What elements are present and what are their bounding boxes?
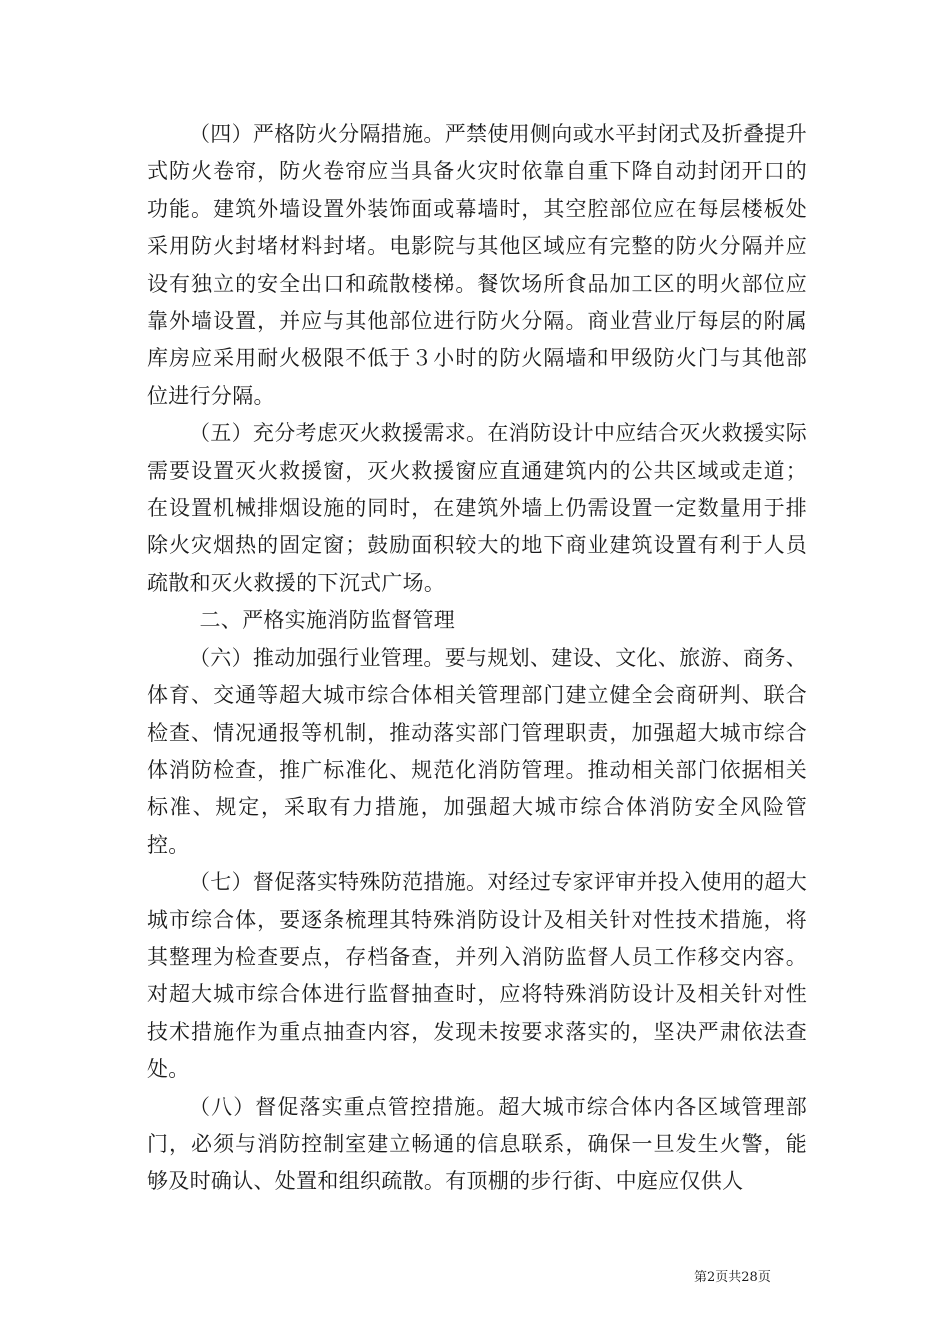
paragraph-6-industry-management: （六）推动加强行业管理。要与规划、建设、文化、旅游、商务、体育、交通等超大城市综合体相关管理部门建立健全会商研判、联合检查、情况通报等机制，推动落实部门管理职责，加强超大城市综合体消防检查，推广标准化、规范化消防管理。推动相关部门依据相关标准、规定，采取有力措施，加强超大城市综合体消防安全风险管控。 [147,645,807,857]
paragraph-8-key-controls: （八）督促落实重点管控措施。超大城市综合体内各区域管理部门，必须与消防控制室建立畅通的信息联系，确保一旦发生火警，能够及时确认、处置和组织疏散。有顶棚的步行街、中庭应仅供人 [147,1094,807,1194]
page-number: 第2页共28页 [694,1270,771,1285]
paragraph-5-fire-rescue: （五）充分考虑灭火救援需求。在消防设计中应结合灭火救援实际需要设置灭火救援窗，灭火救援窗应直通建筑内的公共区域或走道；在设置机械排烟设施的同时，在建筑外墙上仍需设置一定数量用于排除火灾烟热的固定窗；鼓励面积较大的地下商业建筑设置有利于人员疏散和灭火救援的下沉式广场。 [147,421,807,595]
paragraph-7-special-measures: （七）督促落实特殊防范措施。对经过专家评审并投入使用的超大城市综合体，要逐条梳理其特殊消防设计及相关针对性技术措施，将其整理为检查要点，存档备查，并列入消防监督人员工作移交内容。对超大城市综合体进行监督抽查时，应将特殊消防设计及相关针对性技术措施作为重点抽查内容，发现未按要求落实的，坚决严肃依法查处。 [147,870,807,1082]
section-heading-2: 二、严格实施消防监督管理 [199,608,456,633]
document-body [147,116,807,1201]
paragraph-4-fire-separation: （四）严格防火分隔措施。严禁使用侧向或水平封闭式及折叠提升式防火卷帘，防火卷帘应当具备火灾时依靠自重下降自动封闭开口的功能。建筑外墙设置外装饰面或幕墙时，其空腔部位应在每层楼板处采用防火封堵材料封堵。电影院与其他区域应有完整的防火分隔并应设有独立的安全出口和疏散楼梯。餐饮场所食品加工区的明火部位应靠外墙设置，并应与其他部位进行防火分隔。商业营业厅每层的附属库房应采用耐火极限不低于３小时的防火隔墙和甲级防火门与其他部位进行分隔。 [147,122,807,408]
